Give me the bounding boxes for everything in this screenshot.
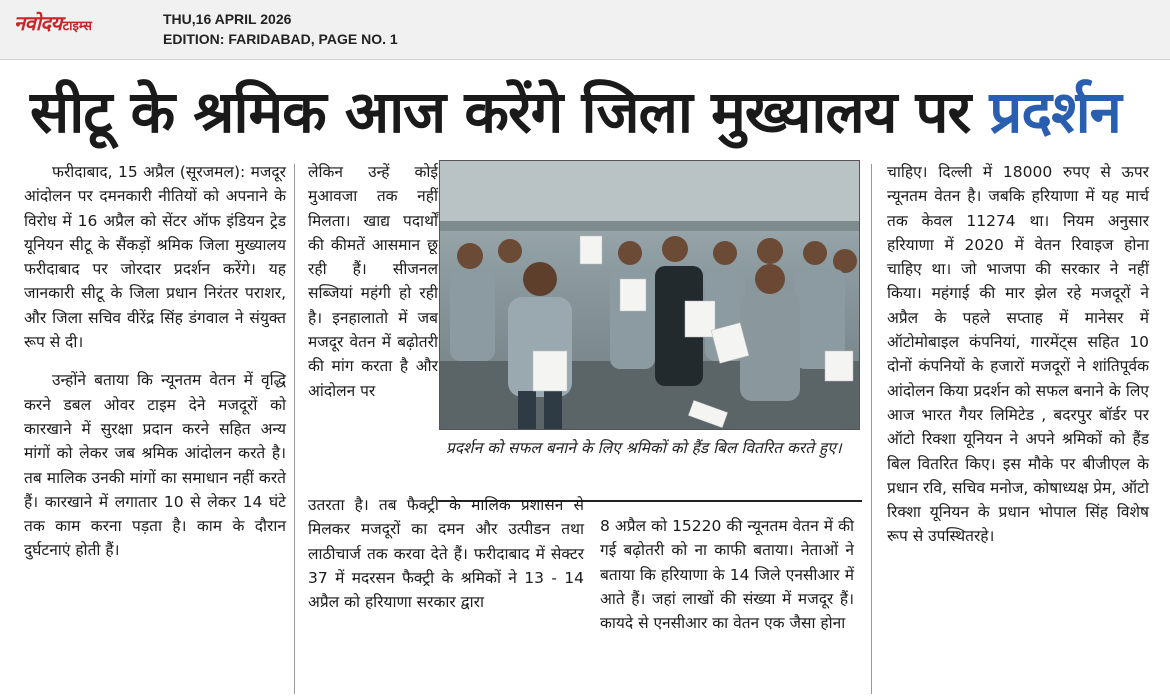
edition-info: EDITION: FARIDABAD, PAGE NO. 1 (163, 31, 398, 47)
logo-main-text: नवोदय (14, 11, 62, 35)
issue-date: THU,16 APRIL 2026 (163, 11, 292, 27)
article-column-2-top (308, 160, 438, 403)
photo-caption: प्रदर्शन को सफल बनाने के लिए श्रमिकों को हैंड बिल वितरित करते हुए। (446, 439, 842, 457)
headline-highlight: प्रदर्शन (989, 78, 1121, 146)
protest-photo-illustration (440, 161, 860, 430)
newspaper-logo[interactable] (14, 9, 92, 35)
article-column-2-bottom (308, 493, 584, 614)
masthead-bar (0, 0, 1170, 60)
column-divider (871, 164, 872, 694)
headline-main: सीटू के श्रमिक आज करेंगे जिला मुख्यालय पर (30, 78, 990, 146)
protest-photo (439, 160, 860, 430)
article-column-3 (600, 514, 854, 635)
logo-sub-text: टाइम्स (62, 19, 92, 34)
article-paragraph: लेकिन उन्हें कोई मुआवजा तक नहीं मिलता। खाद्य पदार्थों की कीमतें आसमान छू रही हैं। सीजनल सब्जियां महंगी हो रही है। इनहालातो में जब मजदूर वेतन में बढ़ोतरी की मांग करता है और आंदोलन पर (308, 163, 438, 400)
article-headline (30, 72, 1150, 152)
newspaper-clipping (10, 60, 1162, 700)
column-divider (294, 164, 295, 694)
article-column-4 (887, 160, 1149, 549)
article-paragraph: उतरता है। तब फैक्ट्री के मालिक प्रशासन से मिलकर मजदूरों का दमन और उत्पीडन तथा लाठीचार्ज तक करवा देते हैं। फरीदाबाद में सेक्टर 37 में मदरसन फैक्ट्री के श्रमिकों ने 13 - 14 अप्रैल को हरियाणा सरकार द्वारा (308, 496, 584, 612)
article-paragraph: 8 अप्रैल को 15220 की न्यूनतम वेतन में की गई बढ़ोतरी को ना काफी बताया। नेताओं ने बताया कि हरियाणा के 14 जिले एनसीआर में आते हैं। जहां लाखों की संख्या में मजदूर हैं। कायदे से एनसीआर का वेतन एक जैसा होना (600, 517, 854, 633)
article-column-1 (24, 160, 286, 563)
dateline (163, 9, 398, 49)
article-paragraph: फरीदाबाद, 15 अप्रैल (सूरजमल): मजदूर आंदोलन पर दमनकारी नीतियों को अपनाने के विरोध में 16 अप्रैल को सेंटर ऑफ इंडियन ट्रेड यूनियन सीटू के सैंकड़ों श्रमिक जिला मुख्यालय फरीदाबाद पर जोरदार प्रदर्शन करेंगे। यह जानकारी सीटू के जिला प्रधान निरंतर पराशर, और जिला सचिव वीरेंद्र सिंह डंगवाल ने संयुक्त रूप से दी। (24, 163, 286, 352)
article-paragraph: चाहिए। दिल्ली में 18000 रुपए से ऊपर न्यूनतम वेतन है। जबकि हरियाणा में यह मार्च तक केवल 11274 था। नियम अनुसार हरियाणा में 2020 में वेतन रिवाइज होना चाहिए था। जो भाजपा की सरकार ने नहीं किया। महंगाई की मार झेल रहे मजदूरों ने अप्रैल के पहले सप्ताह में मानेसर में ऑटोमोबाइल कंपनियां, गारमेंट्स सहित 10 दोनों कंपनियों के हजारों मजदूरों ने शांतिपूर्वक आंदोलन किया प्रदर्शन को सफल बनाने के लिए आज भारत गैयर लिमिटेड , बदरपुर बॉर्डर पर ऑटो रिक्शा यूनियन ने अपने श्रमिकों को हैंड बिल वितरित किए। इस मौके पर बीजीएल के प्रधान रवि, सचिव मनोज, कोषाध्यक्ष प्रेम, ऑटो रिक्शा यूनियन के प्रधान भोपाल सिंह विशेष रूप से उपस्थितरहे। (887, 163, 1149, 546)
article-paragraph: उन्होंने बताया कि न्यूनतम वेतन में वृद्धि करने डबल ओवर टाइम देने मजदूरों को कारखाने में सुरक्षा प्रदान करने सहित अन्य मांगों को लेकर जब श्रमिक आंदोलन करते है। तब मालिक उनकी मांगों का समाधान नहीं करते हैं। कारखाने में लगातार 10 से लेकर 14 घंटे तक काम करना पड़ता है। काम के दौरान दुर्घटनाएं होती हैं। (24, 371, 286, 560)
